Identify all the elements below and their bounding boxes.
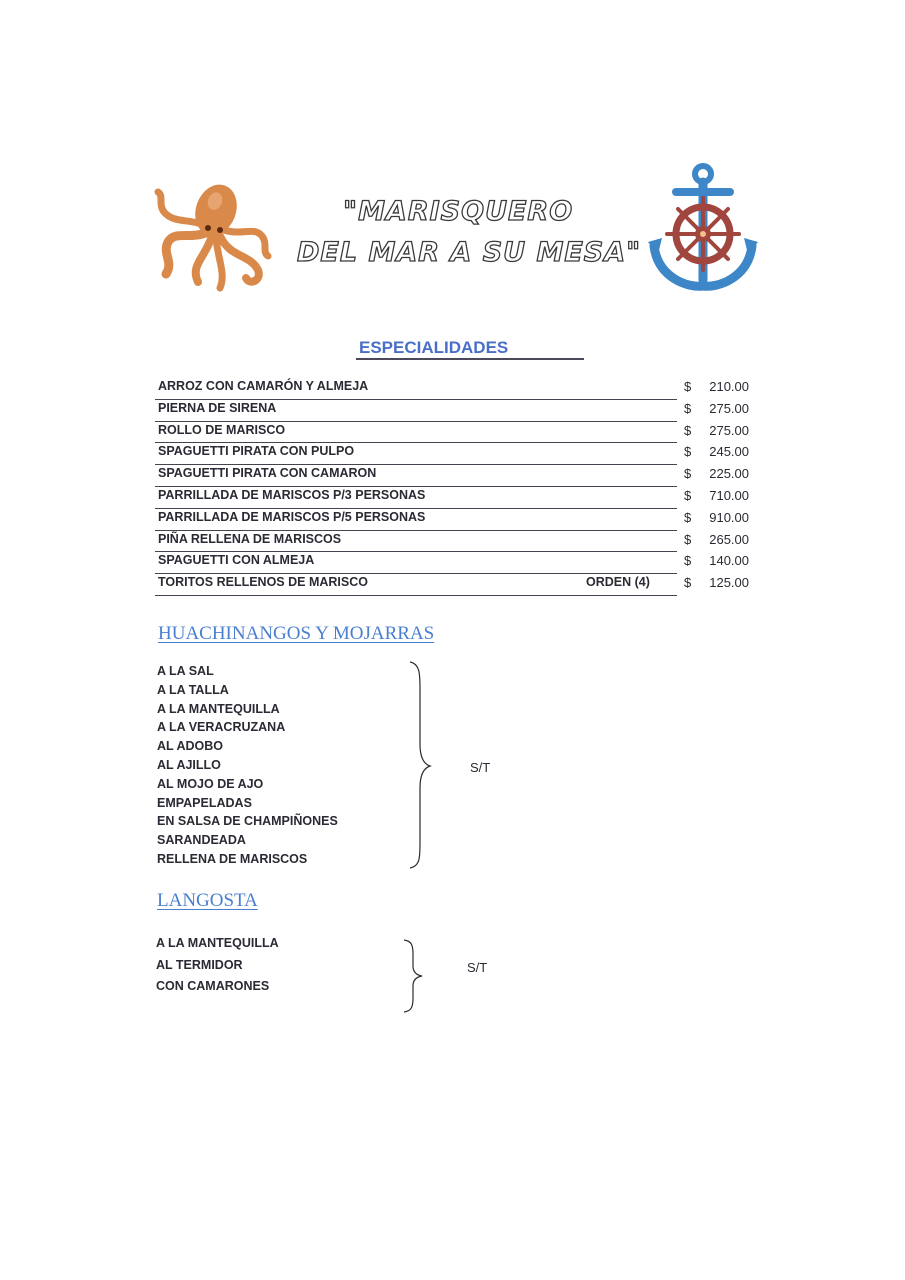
menu-item-note: ORDEN (4) xyxy=(586,575,650,590)
menu-item-price: 710.00 xyxy=(709,487,749,503)
menu-item-name: ROLLO DE MARISCO xyxy=(158,422,286,437)
menu-item xyxy=(155,378,755,400)
menu-item-price: 910.00 xyxy=(709,509,749,525)
menu-item xyxy=(155,552,755,574)
especialidades-list xyxy=(155,378,755,596)
price-st-label: S/T xyxy=(467,960,488,975)
currency-symbol: $ xyxy=(684,422,692,438)
langosta-list xyxy=(156,936,279,1001)
langosta-heading: LANGOSTA xyxy=(157,890,258,911)
list-item: RELLENA DE MARISCOS xyxy=(157,851,308,866)
menu-item xyxy=(155,531,755,553)
currency-symbol: $ xyxy=(684,444,692,460)
list-item: A LA TALLA xyxy=(157,682,229,697)
menu-item xyxy=(155,487,755,509)
menu-item-price: 275.00 xyxy=(709,400,749,416)
currency-symbol: $ xyxy=(684,575,692,591)
list-item: EMPAPELADAS xyxy=(157,795,252,810)
menu-item-price: 140.00 xyxy=(709,553,749,569)
menu-item-name: PARRILLADA DE MARISCOS P/5 PERSONAS xyxy=(158,509,426,524)
currency-symbol: $ xyxy=(684,531,692,547)
menu-item-name: ARROZ CON CAMARÓN Y ALMEJA xyxy=(158,379,369,393)
menu-item-price: 275.00 xyxy=(709,422,749,438)
menu-item-name: SPAGUETTI PIRATA CON CAMARON xyxy=(158,466,377,481)
currency-symbol: $ xyxy=(684,509,692,525)
price-st-label: S/T xyxy=(470,760,491,775)
menu-item-price: 210.00 xyxy=(709,379,749,394)
menu-item-name: TORITOS RELLENOS DE MARISCO xyxy=(158,575,368,590)
restaurant-name-line-2: DEL MAR A SU MESA" xyxy=(297,237,642,268)
menu-item-price: 265.00 xyxy=(709,531,749,547)
octopus-icon xyxy=(150,170,280,295)
especialidades-heading: ESPECIALIDADES xyxy=(359,338,509,357)
especialidades-underline xyxy=(356,358,584,360)
menu-item xyxy=(155,574,755,596)
menu-item xyxy=(155,422,755,444)
list-item: A LA MANTEQUILLA xyxy=(156,936,279,950)
anchor-ship-wheel-icon xyxy=(648,162,758,294)
currency-symbol: $ xyxy=(684,487,692,503)
menu-item-name: SPAGUETTI CON ALMEJA xyxy=(158,553,315,568)
menu-item xyxy=(155,400,755,422)
list-item: AL MOJO DE AJO xyxy=(157,776,264,791)
row-divider xyxy=(155,595,677,596)
menu-item-price: 245.00 xyxy=(709,444,749,460)
currency-symbol: $ xyxy=(684,400,692,416)
list-item: EN SALSA DE CHAMPIÑONES xyxy=(157,814,338,829)
list-item: CON CAMARONES xyxy=(156,979,270,994)
list-item: SARANDEADA xyxy=(157,833,246,848)
menu-item-name: PIERNA DE SIRENA xyxy=(158,400,277,415)
menu-item-price: 225.00 xyxy=(709,466,749,482)
list-item: A LA SAL xyxy=(157,664,214,678)
menu-item-name: PIÑA RELLENA DE MARISCOS xyxy=(158,531,342,546)
list-item: A LA VERACRUZANA xyxy=(157,720,286,735)
menu-item-price: 125.00 xyxy=(709,575,749,591)
right-brace-icon xyxy=(404,660,434,870)
list-item: A LA MANTEQUILLA xyxy=(157,701,280,716)
menu-item xyxy=(155,443,755,465)
menu-item-name: PARRILLADA DE MARISCOS P/3 PERSONAS xyxy=(158,487,426,502)
list-item: AL TERMIDOR xyxy=(156,957,243,972)
currency-symbol: $ xyxy=(684,379,692,394)
right-brace-icon xyxy=(400,938,426,1014)
huachinangos-heading: HUACHINANGOS Y MOJARRAS xyxy=(158,623,435,644)
list-item: AL AJILLO xyxy=(157,757,221,772)
menu-item xyxy=(155,509,755,531)
list-item: AL ADOBO xyxy=(157,739,223,754)
currency-symbol: $ xyxy=(684,553,692,569)
huachinangos-list xyxy=(157,664,338,871)
menu-item-name: SPAGUETTI PIRATA CON PULPO xyxy=(158,444,355,459)
restaurant-name-line-1: "MARISQUERO xyxy=(343,196,574,227)
currency-symbol: $ xyxy=(684,466,692,482)
menu-item xyxy=(155,465,755,487)
